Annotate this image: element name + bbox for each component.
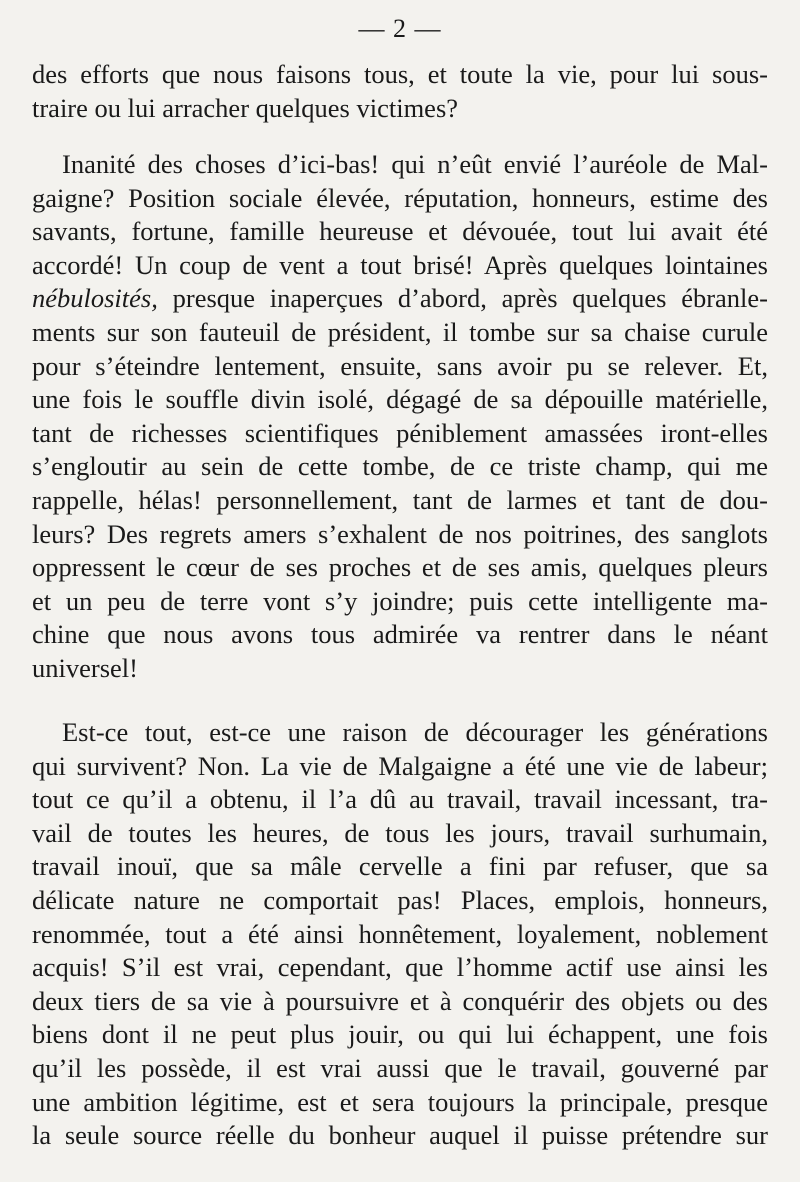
paragraph-est-ce-tout [32,716,768,1153]
text-line: deux tiers de sa vie à poursuivre et à conquérir des objets ou des [32,985,768,1016]
text-line: vail de toutes les heures, de tous les jours, travail surhumain, [32,817,768,848]
text-line: oppressent le cœur de ses proches et de ses amis, quelques pleurs [32,552,768,583]
text-line: et un peu de terre vont s’y joindre; puis cette intelligente ma- [32,585,768,616]
text-line: travail inouï, que sa mâle cervelle a fini par refuser, que sa [32,851,768,882]
text-line: ments sur son fauteuil de président, il tombe sur sa chaise curule [32,316,768,347]
text-line: renommée, tout a été ainsi honnêtement, loyalement, noblement [32,918,768,949]
text-line: des efforts que nous faisons tous, et toute la vie, pour lui sous- [32,59,768,89]
text-line: leurs? Des regrets amers s’exhalent de nos poitrines, des sanglots [32,518,768,549]
text-line: rappelle, hélas! personnellement, tant de larmes et tant de dou- [32,484,768,515]
text-line: gaigne? Position sociale élevée, réputation, honneurs, estime des [32,182,768,213]
text-line: universel! [32,652,138,683]
paragraph-continuation [32,58,768,125]
text-line: accordé! Un coup de vent a tout brisé! Après quelques lointaines [32,249,768,280]
text-line: savants, fortune, famille heureuse et dévouée, tout lui avait été [32,216,768,247]
text-line: tout ce qu’il a obtenu, il l’a dû au travail, travail incessant, tra- [32,784,768,815]
text-line: s’engloutir au sein de cette tombe, de ce triste champ, qui me [32,451,768,482]
text-line: tant de richesses scientifiques péniblement amassées iront-elles [32,417,768,448]
text-line: chine que nous avons tous admirée va rentrer dans le néant [32,619,768,650]
text-line: traire ou lui arracher quelques victimes? [32,92,459,123]
text-line: qu’il les possède, il est vrai aussi que le travail, gouverné par [32,1052,768,1083]
text-line: Inanité des choses d’ici-bas! qui n’eût envié l’auréole de Mal- [62,149,768,179]
text-line: Est-ce tout, est-ce une raison de décourager les générations [62,717,768,747]
text-line: pour s’éteindre lentement, ensuite, sans avoir pu se relever. Et, [32,350,768,381]
text-line-rest: presque inaperçues d’abord, après quelques ébranle- [172,283,769,314]
paragraph-inanite [32,148,768,686]
text-line: la seule source réelle du bonheur auquel il puisse prétendre sur [32,1120,768,1151]
text-line: une ambition légitime, est et sera toujours la principale, presque [32,1086,768,1117]
text-line: biens dont il ne peut plus jouir, ou qui lui échappent, une fois [32,1019,768,1050]
text-line: qui survivent? Non. La vie de Malgaigne a été une vie de labeur; [32,750,768,781]
italic-word: nébulosités, [32,283,158,314]
text-line: acquis! S’il est vrai, cependant, que l’homme actif use ainsi les [32,952,768,983]
page-number: — 2 — [358,14,442,43]
text-line: une fois le souffle divin isolé, dégagé de sa dépouille matérielle, [32,384,768,415]
text-line: délicate nature ne comportait pas! Places, emplois, honneurs, [32,884,768,915]
text-line-with-italic [32,282,768,316]
